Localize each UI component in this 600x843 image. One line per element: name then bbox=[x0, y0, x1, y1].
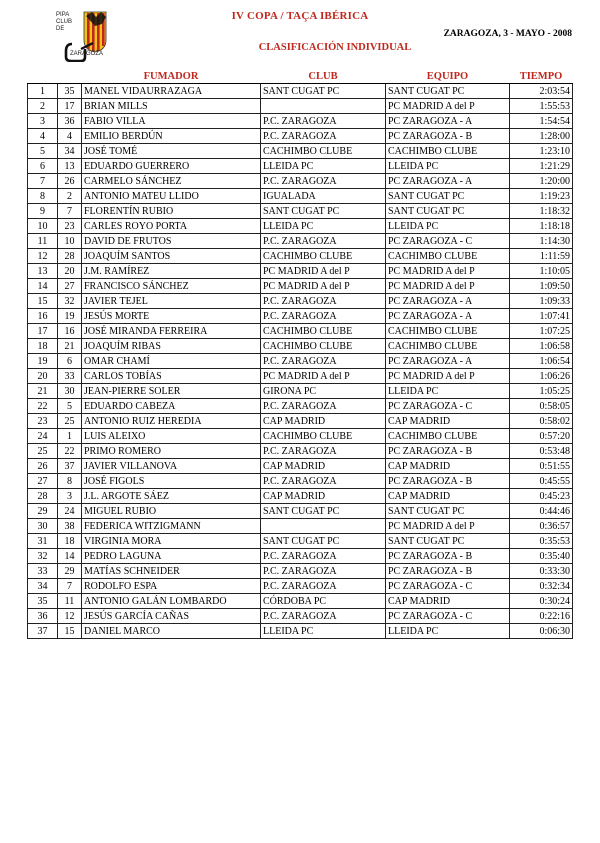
time-cell: 1:20:00 bbox=[510, 174, 573, 189]
number-cell: 22 bbox=[58, 444, 82, 459]
team-cell: CAP MADRID bbox=[386, 489, 510, 504]
team-cell: CACHIMBO CLUBE bbox=[386, 339, 510, 354]
table-row bbox=[28, 219, 573, 234]
time-cell: 0:36:57 bbox=[510, 519, 573, 534]
time-cell: 0:58:02 bbox=[510, 414, 573, 429]
position-cell: 28 bbox=[28, 489, 58, 504]
time-cell: 1:07:41 bbox=[510, 309, 573, 324]
number-cell: 30 bbox=[58, 384, 82, 399]
team-cell: PC ZARAGOZA - B bbox=[386, 549, 510, 564]
team-cell: PC ZARAGOZA - A bbox=[386, 114, 510, 129]
smoker-name-cell: JOAQUÍM SANTOS bbox=[82, 249, 261, 264]
number-cell: 35 bbox=[58, 84, 82, 99]
time-cell: 1:07:25 bbox=[510, 324, 573, 339]
smoker-name-cell: ANTONIO GALÁN LOMBARDO bbox=[82, 594, 261, 609]
table-row bbox=[28, 579, 573, 594]
club-cell: CACHIMBO CLUBE bbox=[261, 144, 386, 159]
club-cell: P.C. ZARAGOZA bbox=[261, 564, 386, 579]
club-cell: CAP MADRID bbox=[261, 489, 386, 504]
position-cell: 14 bbox=[28, 279, 58, 294]
position-cell: 33 bbox=[28, 564, 58, 579]
table-row bbox=[28, 384, 573, 399]
position-cell: 18 bbox=[28, 339, 58, 354]
club-cell: SANT CUGAT PC bbox=[261, 84, 386, 99]
number-cell: 2 bbox=[58, 189, 82, 204]
position-cell: 21 bbox=[28, 384, 58, 399]
table-row bbox=[28, 204, 573, 219]
team-cell: PC MADRID A del P bbox=[386, 519, 510, 534]
time-cell: 1:11:59 bbox=[510, 249, 573, 264]
club-cell bbox=[261, 519, 386, 534]
smoker-name-cell: CARLOS TOBÍAS bbox=[82, 369, 261, 384]
position-cell: 22 bbox=[28, 399, 58, 414]
position-cell: 4 bbox=[28, 129, 58, 144]
club-cell: P.C. ZARAGOZA bbox=[261, 609, 386, 624]
number-cell: 29 bbox=[58, 564, 82, 579]
number-cell: 7 bbox=[58, 204, 82, 219]
club-cell: PC MADRID A del P bbox=[261, 279, 386, 294]
team-cell: SANT CUGAT PC bbox=[386, 204, 510, 219]
number-cell: 34 bbox=[58, 144, 82, 159]
position-cell: 27 bbox=[28, 474, 58, 489]
logo-text-club: CLUB bbox=[56, 19, 73, 25]
club-cell: P.C. ZARAGOZA bbox=[261, 129, 386, 144]
table-row bbox=[28, 594, 573, 609]
time-cell: 0:51:55 bbox=[510, 459, 573, 474]
number-cell: 3 bbox=[58, 489, 82, 504]
number-cell: 28 bbox=[58, 249, 82, 264]
position-cell: 1 bbox=[28, 84, 58, 99]
team-cell: SANT CUGAT PC bbox=[386, 189, 510, 204]
time-cell: 1:18:18 bbox=[510, 219, 573, 234]
smoker-name-cell: JOSÉ MIRANDA FERREIRA bbox=[82, 324, 261, 339]
time-cell: 1:28:00 bbox=[510, 129, 573, 144]
column-header-team: EQUIPO bbox=[386, 69, 510, 84]
smoker-name-cell: CARLES ROYO PORTA bbox=[82, 219, 261, 234]
smoker-name-cell: PRIMO ROMERO bbox=[82, 444, 261, 459]
position-cell: 5 bbox=[28, 144, 58, 159]
number-cell: 10 bbox=[58, 234, 82, 249]
table-row bbox=[28, 444, 573, 459]
position-cell: 25 bbox=[28, 444, 58, 459]
table-row bbox=[28, 459, 573, 474]
table-row bbox=[28, 324, 573, 339]
club-cell: P.C. ZARAGOZA bbox=[261, 354, 386, 369]
logo-text-zaragoza: ZARAGOZA bbox=[70, 51, 104, 57]
club-cell: CACHIMBO CLUBE bbox=[261, 324, 386, 339]
number-cell: 19 bbox=[58, 309, 82, 324]
smoker-name-cell: EDUARDO CABEZA bbox=[82, 399, 261, 414]
position-cell: 7 bbox=[28, 174, 58, 189]
number-cell: 24 bbox=[58, 504, 82, 519]
time-cell: 2:03:54 bbox=[510, 84, 573, 99]
table-row bbox=[28, 624, 573, 639]
event-date: ZARAGOZA, 3 - MAYO - 2008 bbox=[443, 29, 572, 39]
table-row bbox=[28, 534, 573, 549]
table-row bbox=[28, 294, 573, 309]
page-subtitle: CLASIFICACIÓN INDIVIDUAL bbox=[258, 42, 412, 53]
time-cell: 0:35:53 bbox=[510, 534, 573, 549]
club-cell: GIRONA PC bbox=[261, 384, 386, 399]
time-cell: 0:32:34 bbox=[510, 579, 573, 594]
position-cell: 34 bbox=[28, 579, 58, 594]
table-row bbox=[28, 84, 573, 99]
table-row bbox=[28, 114, 573, 129]
club-cell: LLEIDA PC bbox=[261, 219, 386, 234]
number-cell: 33 bbox=[58, 369, 82, 384]
club-cell: P.C. ZARAGOZA bbox=[261, 444, 386, 459]
club-cell: LLEIDA PC bbox=[261, 624, 386, 639]
club-cell: SANT CUGAT PC bbox=[261, 204, 386, 219]
team-cell: PC MADRID A del P bbox=[386, 99, 510, 114]
team-cell: CACHIMBO CLUBE bbox=[386, 144, 510, 159]
number-cell: 5 bbox=[58, 399, 82, 414]
time-cell: 1:19:23 bbox=[510, 189, 573, 204]
club-cell: SANT CUGAT PC bbox=[261, 504, 386, 519]
number-cell: 32 bbox=[58, 294, 82, 309]
team-cell: PC ZARAGOZA - B bbox=[386, 474, 510, 489]
table-row bbox=[28, 279, 573, 294]
club-cell: P.C. ZARAGOZA bbox=[261, 174, 386, 189]
smoker-name-cell: JESÚS GARCÍA CAÑAS bbox=[82, 609, 261, 624]
smoker-name-cell: FEDERICA WITZIGMANN bbox=[82, 519, 261, 534]
smoker-name-cell: EDUARDO GUERRERO bbox=[82, 159, 261, 174]
position-cell: 17 bbox=[28, 324, 58, 339]
smoker-name-cell: FRANCISCO SÁNCHEZ bbox=[82, 279, 261, 294]
team-cell: PC ZARAGOZA - B bbox=[386, 129, 510, 144]
team-cell: PC ZARAGOZA - A bbox=[386, 174, 510, 189]
number-cell: 12 bbox=[58, 609, 82, 624]
number-cell: 15 bbox=[58, 624, 82, 639]
number-cell: 1 bbox=[58, 429, 82, 444]
number-cell: 18 bbox=[58, 534, 82, 549]
table-row bbox=[28, 369, 573, 384]
club-cell: P.C. ZARAGOZA bbox=[261, 474, 386, 489]
table-row bbox=[28, 489, 573, 504]
smoker-name-cell: RODOLFO ESPA bbox=[82, 579, 261, 594]
time-cell: 0:57:20 bbox=[510, 429, 573, 444]
smoker-name-cell: DANIEL MARCO bbox=[82, 624, 261, 639]
team-cell: CACHIMBO CLUBE bbox=[386, 324, 510, 339]
position-cell: 32 bbox=[28, 549, 58, 564]
smoker-name-cell: JEAN-PIERRE SOLER bbox=[82, 384, 261, 399]
club-cell: P.C. ZARAGOZA bbox=[261, 399, 386, 414]
time-cell: 1:06:54 bbox=[510, 354, 573, 369]
number-cell: 6 bbox=[58, 354, 82, 369]
position-cell: 12 bbox=[28, 249, 58, 264]
time-cell: 1:10:05 bbox=[510, 264, 573, 279]
table-row bbox=[28, 309, 573, 324]
position-cell: 13 bbox=[28, 264, 58, 279]
smoker-name-cell: J.L. ARGOTE SÁEZ bbox=[82, 489, 261, 504]
number-cell: 16 bbox=[58, 324, 82, 339]
number-cell: 36 bbox=[58, 114, 82, 129]
table-row bbox=[28, 429, 573, 444]
position-cell: 37 bbox=[28, 624, 58, 639]
team-cell: PC ZARAGOZA - A bbox=[386, 294, 510, 309]
number-cell: 14 bbox=[58, 549, 82, 564]
smoker-name-cell: JOSÉ TOMÉ bbox=[82, 144, 261, 159]
smoker-name-cell: PEDRO LAGUNA bbox=[82, 549, 261, 564]
smoker-name-cell: CARMELO SÁNCHEZ bbox=[82, 174, 261, 189]
time-cell: 0:45:23 bbox=[510, 489, 573, 504]
position-cell: 6 bbox=[28, 159, 58, 174]
position-cell: 19 bbox=[28, 354, 58, 369]
table-row bbox=[28, 99, 573, 114]
number-cell: 25 bbox=[58, 414, 82, 429]
table-row bbox=[28, 159, 573, 174]
position-cell: 23 bbox=[28, 414, 58, 429]
position-cell: 10 bbox=[28, 219, 58, 234]
logo-text-de: DE bbox=[56, 26, 65, 32]
table-row bbox=[28, 609, 573, 624]
time-cell: 1:06:58 bbox=[510, 339, 573, 354]
position-cell: 8 bbox=[28, 189, 58, 204]
number-cell: 37 bbox=[58, 459, 82, 474]
smoker-name-cell: MIGUEL RUBIO bbox=[82, 504, 261, 519]
number-cell: 21 bbox=[58, 339, 82, 354]
column-header-number bbox=[58, 69, 82, 84]
team-cell: CAP MADRID bbox=[386, 414, 510, 429]
team-cell: LLEIDA PC bbox=[386, 219, 510, 234]
club-cell: P.C. ZARAGOZA bbox=[261, 294, 386, 309]
team-cell: PC MADRID A del P bbox=[386, 264, 510, 279]
smoker-name-cell: JESÚS MORTE bbox=[82, 309, 261, 324]
team-cell: LLEIDA PC bbox=[386, 624, 510, 639]
table-header-row bbox=[28, 69, 573, 84]
number-cell: 17 bbox=[58, 99, 82, 114]
team-cell: CAP MADRID bbox=[386, 594, 510, 609]
time-cell: 1:09:33 bbox=[510, 294, 573, 309]
table-row bbox=[28, 549, 573, 564]
smoker-name-cell: MANEL VIDAURRAZAGA bbox=[82, 84, 261, 99]
club-cell: P.C. ZARAGOZA bbox=[261, 579, 386, 594]
club-cell: PC MADRID A del P bbox=[261, 264, 386, 279]
team-cell: PC ZARAGOZA - B bbox=[386, 564, 510, 579]
team-cell: PC MADRID A del P bbox=[386, 279, 510, 294]
time-cell: 0:44:46 bbox=[510, 504, 573, 519]
smoker-name-cell: JOAQUÍM RIBAS bbox=[82, 339, 261, 354]
table-row bbox=[28, 264, 573, 279]
table-row bbox=[28, 189, 573, 204]
team-cell: PC ZARAGOZA - C bbox=[386, 579, 510, 594]
smoker-name-cell: JAVIER VILLANOVA bbox=[82, 459, 261, 474]
club-cell bbox=[261, 99, 386, 114]
results-body bbox=[28, 84, 573, 639]
smoker-name-cell: DAVID DE FRUTOS bbox=[82, 234, 261, 249]
number-cell: 7 bbox=[58, 579, 82, 594]
time-cell: 1:05:25 bbox=[510, 384, 573, 399]
time-cell: 0:45:55 bbox=[510, 474, 573, 489]
club-cell: P.C. ZARAGOZA bbox=[261, 114, 386, 129]
smoker-name-cell: LUIS ALEIXO bbox=[82, 429, 261, 444]
number-cell: 38 bbox=[58, 519, 82, 534]
smoker-name-cell: J.M. RAMÍREZ bbox=[82, 264, 261, 279]
time-cell: 1:21:29 bbox=[510, 159, 573, 174]
team-cell: CACHIMBO CLUBE bbox=[386, 249, 510, 264]
smoker-name-cell: JOSÉ FIGOLS bbox=[82, 474, 261, 489]
page-title: IV COPA / TAÇA IBÉRICA bbox=[231, 10, 369, 22]
column-header-club: CLUB bbox=[261, 69, 386, 84]
position-cell: 15 bbox=[28, 294, 58, 309]
time-cell: 1:06:26 bbox=[510, 369, 573, 384]
club-cell: P.C. ZARAGOZA bbox=[261, 309, 386, 324]
smoker-name-cell: ANTONIO MATEU LLIDO bbox=[82, 189, 261, 204]
time-cell: 0:30:24 bbox=[510, 594, 573, 609]
team-cell: SANT CUGAT PC bbox=[386, 534, 510, 549]
number-cell: 8 bbox=[58, 474, 82, 489]
club-cell: CAP MADRID bbox=[261, 414, 386, 429]
position-cell: 36 bbox=[28, 609, 58, 624]
number-cell: 13 bbox=[58, 159, 82, 174]
smoker-name-cell: FABIO VILLA bbox=[82, 114, 261, 129]
club-cell: CACHIMBO CLUBE bbox=[261, 429, 386, 444]
position-cell: 3 bbox=[28, 114, 58, 129]
table-row bbox=[28, 339, 573, 354]
time-cell: 0:35:40 bbox=[510, 549, 573, 564]
time-cell: 1:23:10 bbox=[510, 144, 573, 159]
club-cell: CÓRDOBA PC bbox=[261, 594, 386, 609]
team-cell: CACHIMBO CLUBE bbox=[386, 429, 510, 444]
club-cell: CACHIMBO CLUBE bbox=[261, 249, 386, 264]
smoker-name-cell: VIRGINIA MORA bbox=[82, 534, 261, 549]
table-row bbox=[28, 414, 573, 429]
table-row bbox=[28, 564, 573, 579]
number-cell: 20 bbox=[58, 264, 82, 279]
smoker-name-cell: ANTONIO RUIZ HEREDIA bbox=[82, 414, 261, 429]
team-cell: PC ZARAGOZA - C bbox=[386, 399, 510, 414]
number-cell: 26 bbox=[58, 174, 82, 189]
table-row bbox=[28, 144, 573, 159]
club-cell: PC MADRID A del P bbox=[261, 369, 386, 384]
table-row bbox=[28, 519, 573, 534]
table-row bbox=[28, 354, 573, 369]
number-cell: 4 bbox=[58, 129, 82, 144]
table-row bbox=[28, 504, 573, 519]
time-cell: 0:58:05 bbox=[510, 399, 573, 414]
team-cell: PC ZARAGOZA - A bbox=[386, 354, 510, 369]
team-cell: PC ZARAGOZA - C bbox=[386, 234, 510, 249]
table-row bbox=[28, 399, 573, 414]
table-row bbox=[28, 234, 573, 249]
smoker-name-cell: OMAR CHAMÍ bbox=[82, 354, 261, 369]
position-cell: 2 bbox=[28, 99, 58, 114]
column-header-time: TIEMPO bbox=[510, 69, 573, 84]
number-cell: 23 bbox=[58, 219, 82, 234]
club-cell: CACHIMBO CLUBE bbox=[261, 339, 386, 354]
time-cell: 1:14:30 bbox=[510, 234, 573, 249]
time-cell: 1:54:54 bbox=[510, 114, 573, 129]
time-cell: 1:18:32 bbox=[510, 204, 573, 219]
club-cell: CAP MADRID bbox=[261, 459, 386, 474]
position-cell: 35 bbox=[28, 594, 58, 609]
team-cell: PC MADRID A del P bbox=[386, 369, 510, 384]
smoker-name-cell: BRIAN MILLS bbox=[82, 99, 261, 114]
smoker-name-cell: JAVIER TEJEL bbox=[82, 294, 261, 309]
logo-text-pipa: PIPA bbox=[56, 12, 70, 18]
number-cell: 11 bbox=[58, 594, 82, 609]
team-cell: LLEIDA PC bbox=[386, 159, 510, 174]
position-cell: 20 bbox=[28, 369, 58, 384]
club-cell: IGUALADA bbox=[261, 189, 386, 204]
team-cell: LLEIDA PC bbox=[386, 384, 510, 399]
team-cell: PC ZARAGOZA - C bbox=[386, 609, 510, 624]
time-cell: 0:53:48 bbox=[510, 444, 573, 459]
table-row bbox=[28, 129, 573, 144]
time-cell: 0:33:30 bbox=[510, 564, 573, 579]
position-cell: 26 bbox=[28, 459, 58, 474]
team-cell: SANT CUGAT PC bbox=[386, 504, 510, 519]
number-cell: 27 bbox=[58, 279, 82, 294]
column-header-smoker: FUMADOR bbox=[82, 69, 261, 84]
position-cell: 11 bbox=[28, 234, 58, 249]
team-cell: PC ZARAGOZA - A bbox=[386, 309, 510, 324]
position-cell: 29 bbox=[28, 504, 58, 519]
club-cell: SANT CUGAT PC bbox=[261, 534, 386, 549]
team-cell: CAP MADRID bbox=[386, 459, 510, 474]
position-cell: 16 bbox=[28, 309, 58, 324]
smoker-name-cell: FLORENTÍN RUBIO bbox=[82, 204, 261, 219]
club-cell: P.C. ZARAGOZA bbox=[261, 234, 386, 249]
smoker-name-cell: EMILIO BERDÚN bbox=[82, 129, 261, 144]
position-cell: 24 bbox=[28, 429, 58, 444]
time-cell: 0:22:16 bbox=[510, 609, 573, 624]
position-cell: 31 bbox=[28, 534, 58, 549]
table-row bbox=[28, 249, 573, 264]
time-cell: 1:55:53 bbox=[510, 99, 573, 114]
team-cell: SANT CUGAT PC bbox=[386, 84, 510, 99]
table-row bbox=[28, 474, 573, 489]
position-cell: 9 bbox=[28, 204, 58, 219]
results-table bbox=[27, 69, 573, 639]
time-cell: 0:06:30 bbox=[510, 624, 573, 639]
team-cell: PC ZARAGOZA - B bbox=[386, 444, 510, 459]
club-cell: P.C. ZARAGOZA bbox=[261, 549, 386, 564]
position-cell: 30 bbox=[28, 519, 58, 534]
time-cell: 1:09:50 bbox=[510, 279, 573, 294]
column-header-position bbox=[28, 69, 58, 84]
table-row bbox=[28, 174, 573, 189]
smoker-name-cell: MATÍAS SCHNEIDER bbox=[82, 564, 261, 579]
club-cell: LLEIDA PC bbox=[261, 159, 386, 174]
